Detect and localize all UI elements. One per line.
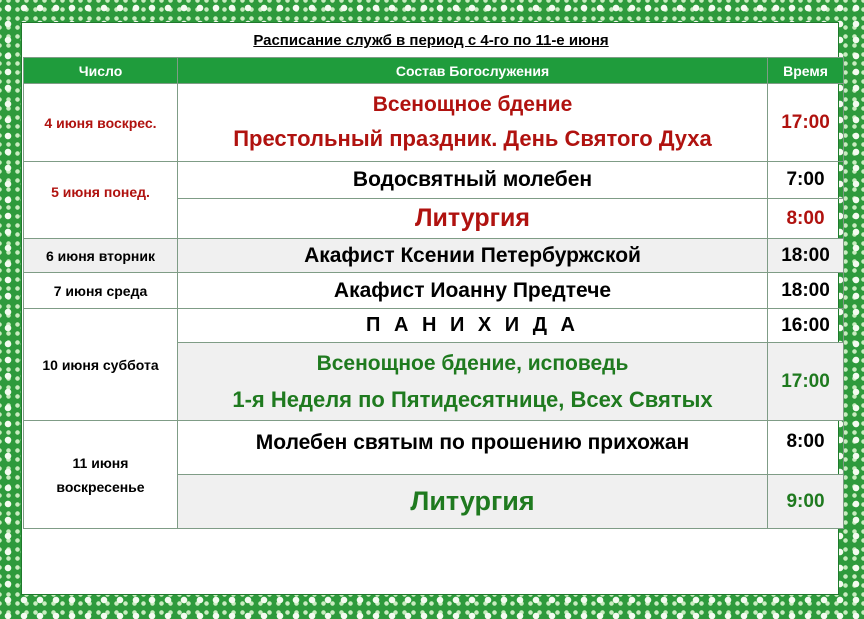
service-cell	[178, 84, 768, 162]
day-cell: 4 июня воскрес.	[24, 84, 178, 162]
day-line: 11 июня	[72, 454, 129, 471]
table-row	[24, 273, 844, 309]
time-cell: 18:00	[768, 273, 844, 309]
service-line: Всенощное бдение	[372, 92, 573, 116]
time-cell: 8:00	[768, 199, 844, 239]
table-row	[24, 421, 844, 475]
schedule-table	[23, 57, 844, 529]
schedule-sheet	[21, 22, 839, 595]
day-line: воскресенье	[56, 478, 145, 495]
table-row	[24, 309, 844, 343]
day-cell	[24, 421, 178, 529]
time-cell: 17:00	[768, 343, 844, 421]
page-title: Расписание служб в период с 4-го по 11-е июня	[253, 32, 609, 49]
time-cell: 18:00	[768, 239, 844, 273]
service-line: Всенощное бдение, исповедь	[316, 351, 629, 375]
service-cell: Акафист Ксении Петербуржской	[178, 239, 768, 273]
table-row	[24, 239, 844, 273]
day-cell: 7 июня среда	[24, 273, 178, 309]
time-cell: 8:00	[768, 421, 844, 475]
header-time: Время	[768, 58, 844, 84]
service-cell: Акафист Иоанну Предтече	[178, 273, 768, 309]
day-cell: 10 июня суббота	[24, 309, 178, 421]
time-cell: 16:00	[768, 309, 844, 343]
time-cell: 17:00	[768, 84, 844, 162]
header-date: Число	[24, 58, 178, 84]
day-cell: 5 июня понед.	[24, 162, 178, 239]
service-line: 1-я Неделя по Пятидесятнице, Всех Святых	[232, 386, 713, 412]
service-cell: Литургия	[178, 475, 768, 529]
header-service: Состав Богослужения	[178, 58, 768, 84]
service-cell: Водосвятный молебен	[178, 162, 768, 199]
service-cell: П А Н И Х И Д А	[178, 309, 768, 343]
service-line: Престольный праздник. День Святого Духа	[233, 125, 712, 151]
day-cell: 6 июня вторник	[24, 239, 178, 273]
service-cell	[178, 343, 768, 421]
time-cell: 7:00	[768, 162, 844, 199]
service-cell: Молебен святым по прошению прихожан	[178, 421, 768, 475]
time-cell: 9:00	[768, 475, 844, 529]
table-header-row	[24, 58, 844, 84]
service-cell: Литургия	[178, 199, 768, 239]
table-row	[24, 84, 844, 162]
table-row	[24, 162, 844, 199]
